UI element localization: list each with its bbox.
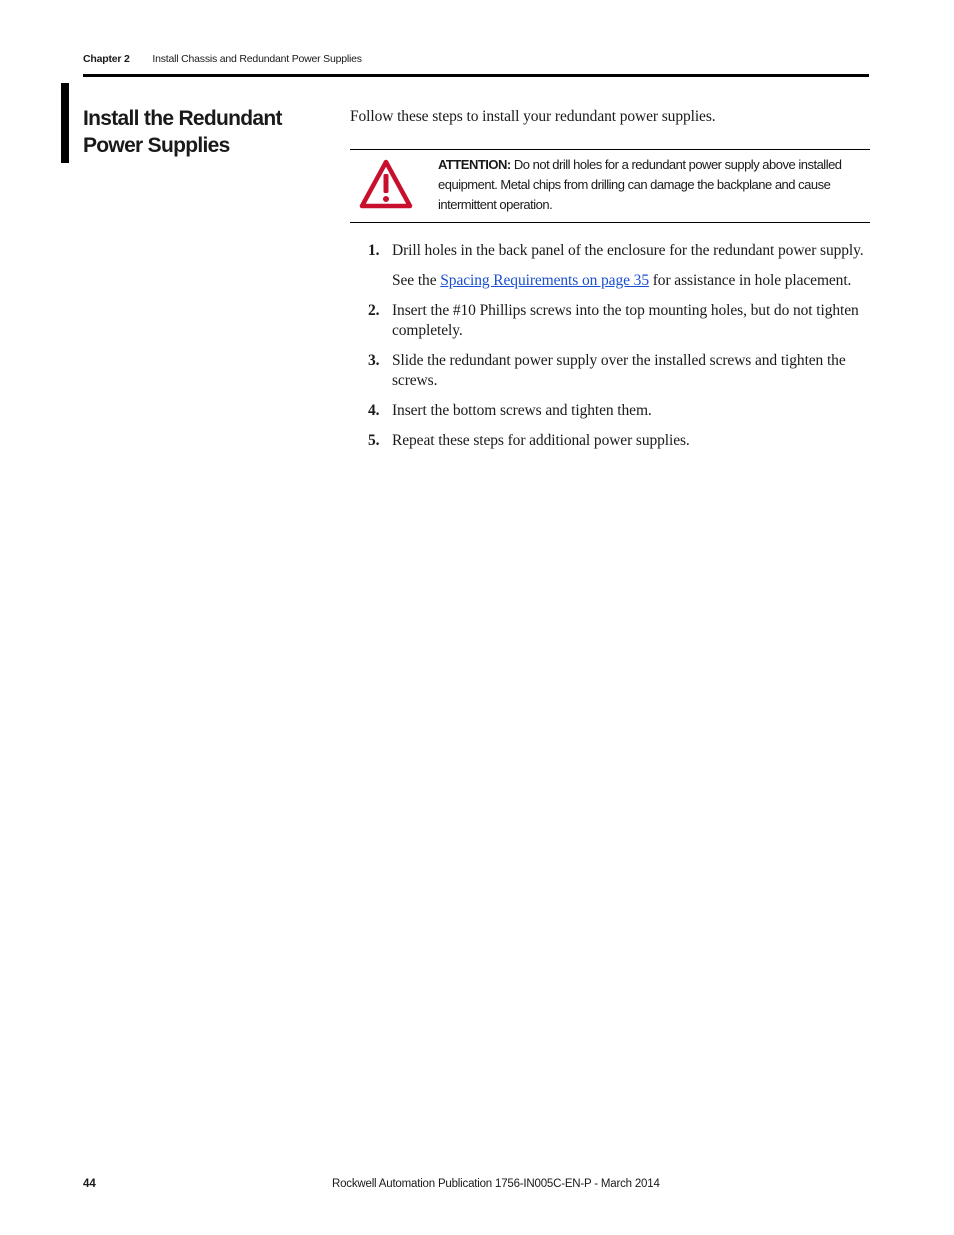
step-5	[368, 431, 873, 451]
step-number: 2.	[368, 302, 380, 319]
step-1	[368, 241, 873, 291]
warning-triangle-icon	[359, 158, 413, 210]
step-4	[368, 401, 873, 421]
step-text: Insert the #10 Phillips screws into the top mounting holes, but do not tighten completely.	[392, 302, 859, 339]
attention-text	[438, 155, 858, 215]
chapter-title: Install Chassis and Redundant Power Supplies	[152, 53, 362, 65]
chapter-label: Chapter 2	[83, 53, 130, 65]
running-header	[83, 53, 362, 65]
attention-label: ATTENTION:	[438, 157, 511, 172]
step-2	[368, 301, 873, 341]
section-marker-bar	[61, 83, 69, 163]
step-number: 4.	[368, 402, 380, 419]
note-prefix: See the	[392, 272, 437, 289]
step-text: Slide the redundant power supply over the installed screws and tighten the screws.	[392, 352, 846, 389]
step-text: Repeat these steps for additional power supplies.	[392, 432, 690, 449]
spacing-requirements-link[interactable]: Spacing Requirements on page 35	[440, 272, 649, 289]
page-number: 44	[83, 1178, 96, 1190]
step-3	[368, 351, 873, 391]
step-number: 5.	[368, 432, 380, 449]
step-text: Drill holes in the back panel of the enclosure for the redundant power supply.	[392, 242, 864, 259]
step-number: 3.	[368, 352, 380, 369]
note-suffix: for assistance in hole placement.	[652, 272, 852, 289]
section-title: Install the Redundant Power Supplies	[83, 107, 282, 157]
step-text: Insert the bottom screws and tighten them.	[392, 402, 652, 419]
step-note	[392, 271, 873, 291]
attention-box	[350, 149, 870, 223]
attention-message: Do not drill holes for a redundant power supply above installed equipment. Metal chips from drilling can damage the backplane and cause intermittent operation.	[438, 157, 842, 212]
step-number: 1.	[368, 242, 380, 259]
header-rule	[83, 74, 869, 77]
intro-paragraph: Follow these steps to install your redundant power supplies.	[350, 108, 716, 125]
publication-info: Rockwell Automation Publication 1756-IN005C-EN-P - March 2014	[332, 1178, 660, 1190]
steps-list	[368, 241, 873, 461]
